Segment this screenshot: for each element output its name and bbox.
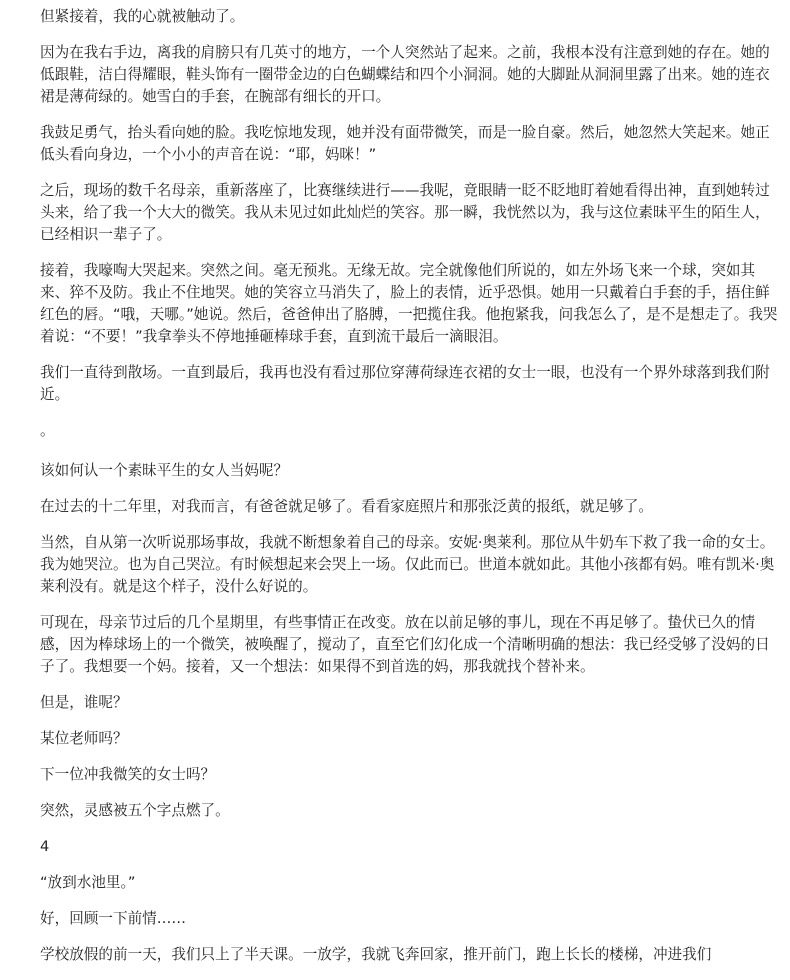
reading-pane: [40, 6, 780, 980]
paragraph: 学校放假的前一天，我们只上了半天课。一放学，我就飞奔回家，推开前门，跑上长长的楼梯，冲进我们: [40, 946, 712, 963]
paragraph: 该如何认一个素昧平生的女人当妈呢？: [40, 462, 289, 479]
chapter-number: 4: [40, 838, 50, 855]
paragraph: 某位老师吗？: [40, 730, 128, 747]
paragraph: 我鼓足勇气，抬头看向她的脸。我吃惊地发现，她并没有面带微笑，而是一脸自豪。然后，她忽然大笑起来。她正低头看向身边，一个小小的声音在说：“耶，妈咪！”: [40, 124, 770, 163]
paragraph: 但紧接着，我的心就被触动了。: [40, 8, 245, 25]
section-separator: 。: [40, 422, 55, 439]
paragraph: 接着，我嚎啕大哭起来。突然之间。毫无预兆。无缘无故。完全就像他们所说的，如左外场飞来一个球，突如其来、猝不及防。我止不住地哭。她的笑容立马消失了，脸上的表情，近乎恐惧。她用一只戴着白手套的手，捂住鲜红色的唇。“哦，天哪。”她说。然后，爸爸伸出了胳膊，一把揽住我。他抱紧我，问我怎么了，是不是想走了。我哭着说：“不要！”我拿拳头不停地捶砸棒球手套，直到流干最后一滴眼泪。: [40, 262, 778, 345]
paragraph: 在过去的十二年里，对我而言，有爸爸就足够了。看看家庭照片和那张泛黄的报纸，就足够了。: [40, 498, 653, 515]
paragraph: 突然，灵感被五个字点燃了。: [40, 802, 230, 819]
paragraph: 但是，谁呢？: [40, 694, 128, 711]
paragraph: 因为在我右手边，离我的肩膀只有几英寸的地方，一个人突然站了起来。之前，我根本没有注意到她的存在。她的低跟鞋，洁白得耀眼，鞋头饰有一圈带金边的白色蝴蝶结和四个小洞洞。她的大脚趾从洞洞里露了出来。她的连衣裙是薄荷绿的。她雪白的手套，在腕部有细长的开口。: [40, 44, 770, 105]
paragraph: 可现在，母亲节过后的几个星期里，有些事情正在改变。放在以前足够的事儿，现在不再足够了。蛰伏已久的情感，因为棒球场上的一个微笑，被唤醒了，搅动了，直至它们幻化成一个清晰明确的想法：我已经受够了没妈的日子了。我想要一个妈。接着，又一个想法：如果得不到首选的妈，那我就找个替补来。: [40, 614, 770, 675]
paragraph: 之后，现场的数千名母亲，重新落座了，比赛继续进行——我呢，竟眼睛一眨不眨地盯着她看得出神，直到她转过头来，给了我一个大大的微笑。我从未见过如此灿烂的笑容。那一瞬，我恍然以为，我与这位素昧平生的陌生人，已经相识一辈子了。: [40, 182, 770, 243]
paragraph: 下一位冲我微笑的女士吗？: [40, 766, 216, 783]
paragraph: 当然，自从第一次听说那场事故，我就不断想象着自己的母亲。安妮·奥莱利。那位从牛奶车下救了我一命的女士。我为她哭泣。也为自己哭泣。有时候想起来会哭上一场。仅此而已。世道本就如此。其他小孩都有妈。唯有凯米·奥莱利没有。就是这个样子，没什么好说的。: [40, 534, 775, 595]
paragraph: 我们一直待到散场。一直到最后，我再也没有看过那位穿薄荷绿连衣裙的女士一眼，也没有一个界外球落到我们附近。: [40, 364, 770, 403]
paragraph: 好，回顾一下前情……: [40, 910, 186, 927]
paragraph: “放到水池里。”: [40, 874, 136, 891]
